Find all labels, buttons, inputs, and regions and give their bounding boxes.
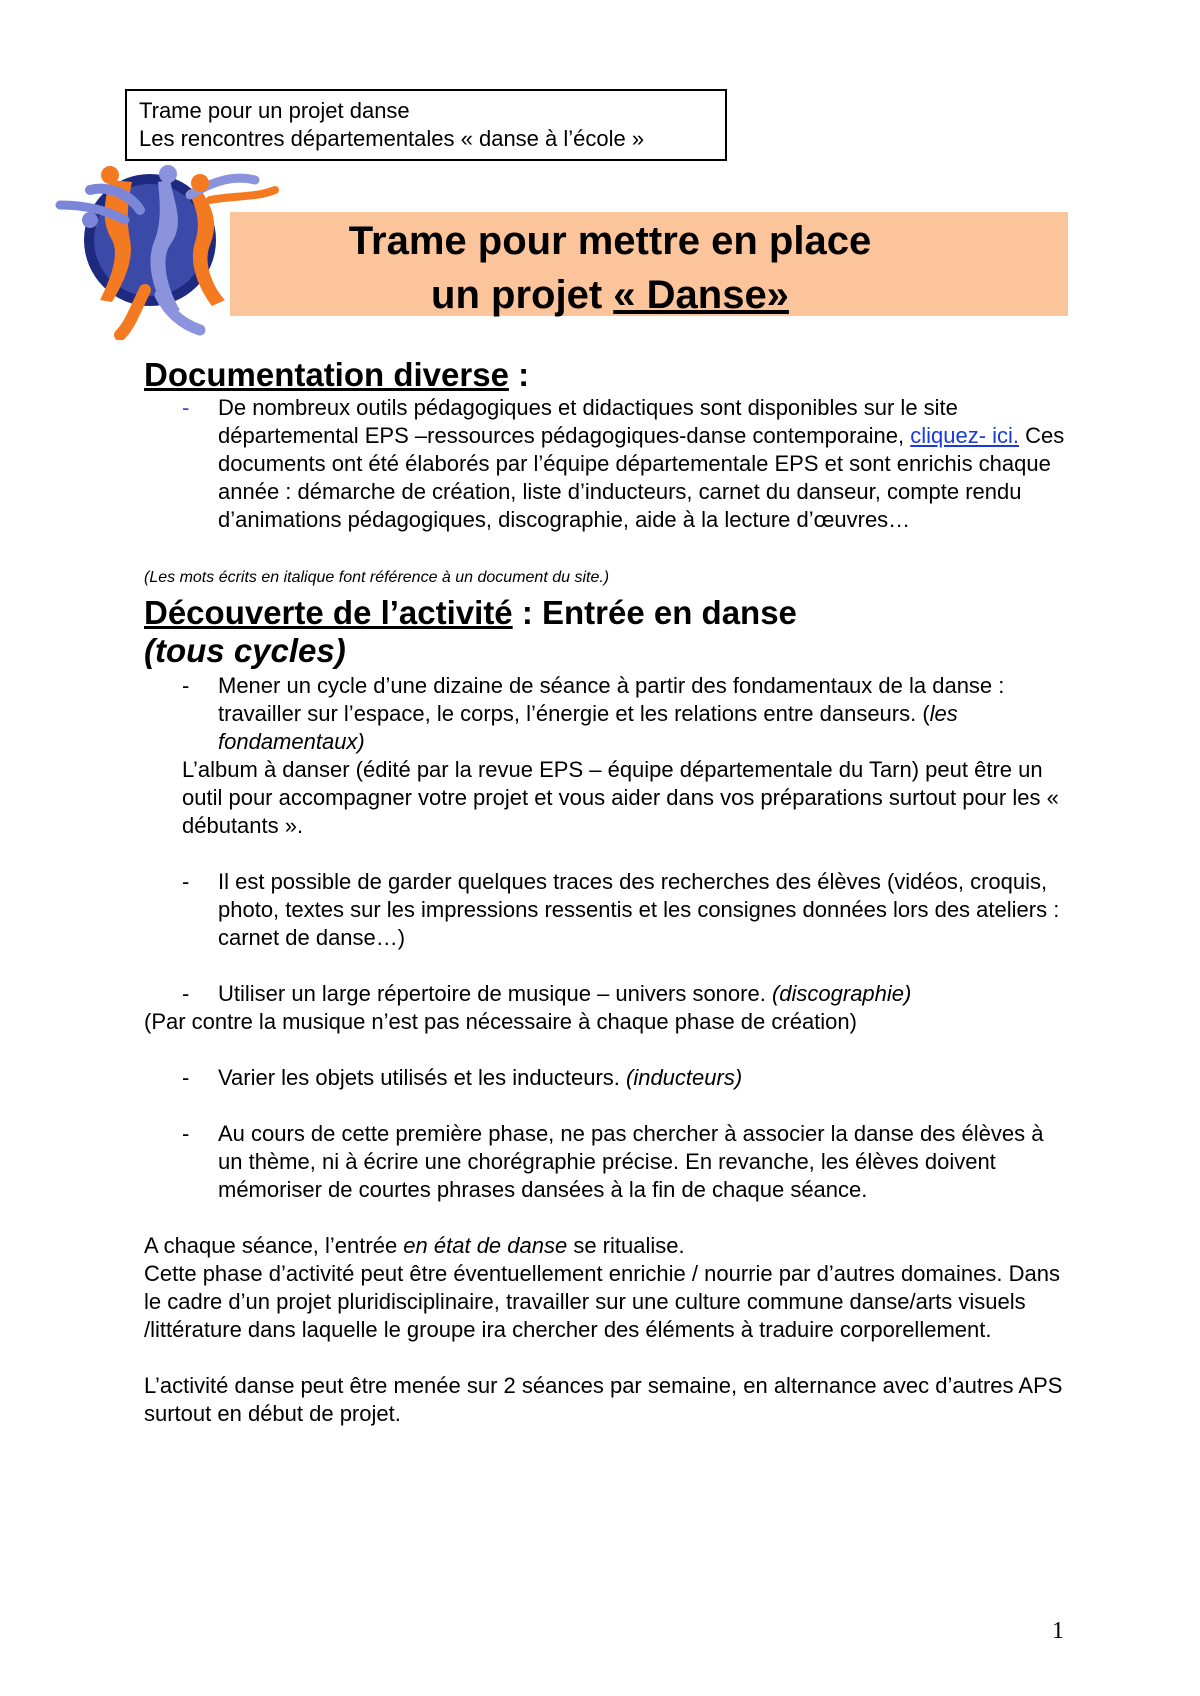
list-item xyxy=(144,394,1074,534)
section-heading-documentation xyxy=(144,356,1074,394)
spacer xyxy=(144,1204,1074,1232)
list-item xyxy=(144,980,1074,1008)
header-line-2: Les rencontres départementales « danse à l’école » xyxy=(139,126,645,151)
list-item xyxy=(144,1064,1074,1092)
paragraph-alternance: L’activité danse peut être menée sur 2 séances par semaine, en alternance avec d’autres APS surtout en début de projet. xyxy=(144,1373,1063,1426)
title-line-2 xyxy=(230,268,990,322)
bullet-text-premiere-phase: Au cours de cette première phase, ne pas chercher à associer la danse des élèves à un thème, ni à écrire une chorégraphie précise. En revanche, les élèves doivent mémoriser de courtes phrases dansées à la fin de chaque séance. xyxy=(218,1121,1044,1202)
musique-note: (Par contre la musique n’est pas nécessaire à chaque phase de création) xyxy=(144,1009,857,1034)
list-item xyxy=(144,1120,1074,1204)
bullet-italic-inducteurs: (inducteurs) xyxy=(626,1065,743,1090)
bullet-text-musique: Utiliser un large répertoire de musique – univers sonore. xyxy=(218,981,772,1006)
paragraph-pluridisciplinaire: Cette phase d’activité peut être éventuellement enrichie / nourrie par d’autres domaines. Dans le cadre d’un projet pluridisciplinaire, travailler sur une culture commune danse/arts visuels /littérature dans laquelle le groupe ira chercher des éléments à traduire corporellement. xyxy=(144,1261,1060,1342)
documentation-bullet-suffix: Ces documents ont été élaborés par l’équipe départementale EPS et sont enrichis chaque année : démarche de création, liste d’inducteurs, carnet du danseur, compte rendu d’animations pédagogiques, discographie, aide à la lecture d’œuvres… xyxy=(218,423,1065,532)
spacer xyxy=(144,1036,1074,1064)
album-paragraph: L’album à danser (édité par la revue EPS – équipe départementale du Tarn) peut être un outil pour accompagner votre projet et vous aider dans vos préparations surtout pour les « débutants ». xyxy=(182,757,1059,838)
bullet-italic-discographie: (discographie) xyxy=(771,981,912,1006)
spacer xyxy=(144,1092,1074,1120)
section-heading-documentation-text: Documentation diverse xyxy=(144,356,509,393)
spacer xyxy=(144,1344,1074,1372)
spacer xyxy=(144,840,1074,868)
main-content xyxy=(144,356,1074,1428)
title-line-1: Trame pour mettre en place xyxy=(348,219,872,263)
title-line-2-danse: « Danse» xyxy=(613,273,789,317)
bullet-dash: - xyxy=(182,1121,190,1146)
bullet-dash: - xyxy=(182,981,190,1006)
italic-note: (Les mots écrits en italique font référence à un document du site.) xyxy=(144,569,610,586)
bullet-text-fondamentaux: Mener un cycle d’une dizaine de séance à partir des fondamentaux de la danse : travailler sur l’espace, le corps, l’énergie et les relations entre danseurs. ( xyxy=(218,673,1005,726)
cliquez-ici-link[interactable]: cliquez- ici. xyxy=(910,423,1020,448)
paragraph-seance xyxy=(144,1232,1074,1260)
paragraph-seance-prefix: A chaque séance, l’entrée xyxy=(144,1233,404,1258)
header-box xyxy=(125,89,727,161)
page-title xyxy=(230,214,990,322)
paragraph-seance-suffix: se ritualise. xyxy=(567,1233,685,1258)
bullet-dash: - xyxy=(182,673,190,698)
bullet-dash: - xyxy=(182,1065,190,1090)
section-heading-cycles: (tous cycles) xyxy=(144,632,346,669)
section-heading-decouverte-suffix: : Entrée en danse xyxy=(512,594,797,631)
paragraph-seance-italic: en état de danse xyxy=(403,1233,568,1258)
section-heading-decouverte xyxy=(144,594,1074,670)
section-heading-decouverte-text: Découverte de l’activité xyxy=(144,594,513,631)
title-line-2-prefix: un projet xyxy=(431,273,614,317)
header-line-1: Trame pour un projet danse xyxy=(139,98,410,123)
section-heading-documentation-suffix: : xyxy=(508,356,530,393)
spacer xyxy=(144,952,1074,980)
list-item xyxy=(144,868,1074,952)
list-item xyxy=(144,672,1074,756)
bullet-text-objets: Varier les objets utilisés et les inducteurs. xyxy=(218,1065,626,1090)
bullet-text-traces: Il est possible de garder quelques traces des recherches des élèves (vidéos, croquis, photo, textes sur les impressions ressentis et les consignes données lors des ateliers : carnet de danse…) xyxy=(218,869,1060,950)
bullet-italic-fondamentaux: les fondamentaux) xyxy=(218,701,958,754)
bullet-dash: - xyxy=(182,869,190,894)
page-number: 1 xyxy=(1052,1618,1064,1644)
bullet-dash: - xyxy=(182,395,190,420)
documentation-bullet-prefix: De nombreux outils pédagogiques et didactiques sont disponibles sur le site départemental EPS –ressources pédagogiques-danse contemporaine, xyxy=(218,395,958,448)
